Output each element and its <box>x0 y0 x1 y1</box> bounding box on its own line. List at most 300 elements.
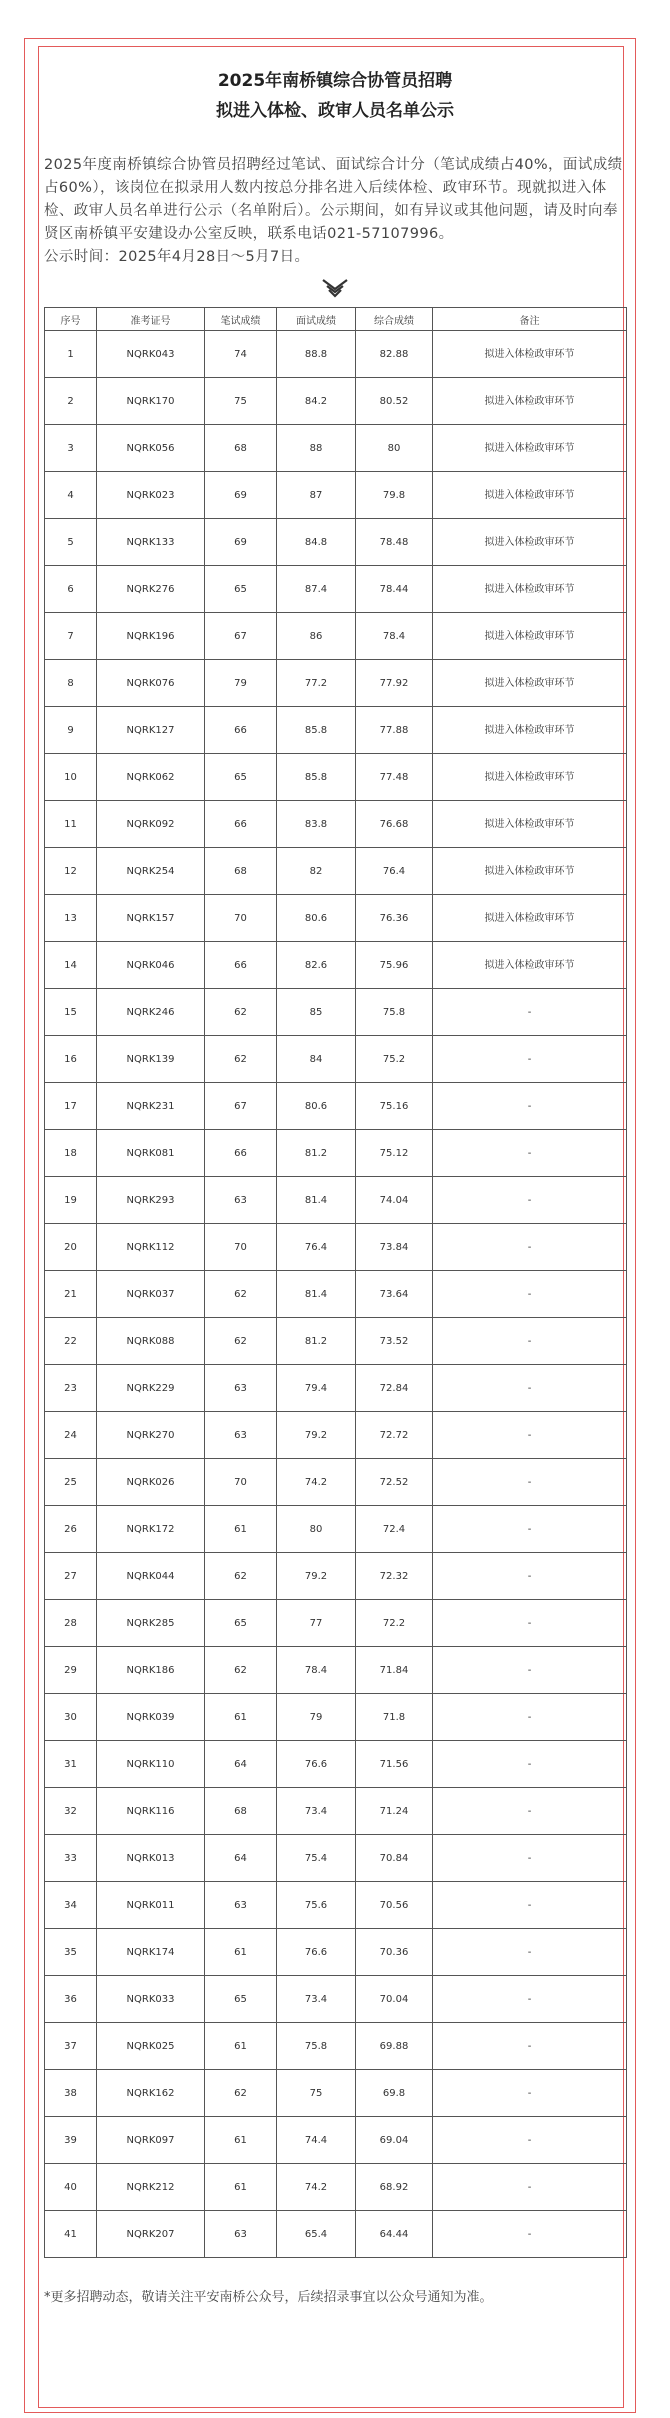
table-row <box>45 2023 627 2070</box>
cell-total-score: 75.16 <box>356 1083 433 1130</box>
cell-remark: - <box>433 1412 627 1459</box>
intro-paragraph: 2025年度南桥镇综合协管员招聘经过笔试、面试综合计分（笔试成绩占40%，面试成绩占60%），该岗位在拟录用人数内按总分排名进入后续体检、政审环节。现就拟进入体检、政审人员名单进行公示（名单附后）。公示期间，如有异议或其他问题，请及时向奉贤区南桥镇平安建设办公室反映，联系电话021-57107996。 <box>44 157 623 242</box>
cell-exam-id: NQRK046 <box>97 942 205 989</box>
cell-remark: - <box>433 1835 627 1882</box>
cell-interview-score: 85.8 <box>277 754 356 801</box>
table-row <box>45 1412 627 1459</box>
cell-remark: 拟进入体检政审环节 <box>433 801 627 848</box>
cell-remark: - <box>433 1459 627 1506</box>
cell-index: 5 <box>45 519 97 566</box>
cell-interview-score: 73.4 <box>277 1976 356 2023</box>
table-row <box>45 989 627 1036</box>
cell-interview-score: 85 <box>277 989 356 1036</box>
cell-total-score: 72.2 <box>356 1600 433 1647</box>
cell-exam-id: NQRK127 <box>97 707 205 754</box>
table-row <box>45 1929 627 1976</box>
cell-total-score: 80.52 <box>356 378 433 425</box>
cell-index: 36 <box>45 1976 97 2023</box>
cell-interview-score: 84.8 <box>277 519 356 566</box>
col-header-remark: 备注 <box>433 308 627 331</box>
cell-total-score: 71.24 <box>356 1788 433 1835</box>
cell-exam-id: NQRK033 <box>97 1976 205 2023</box>
col-header-total-score: 综合成绩 <box>356 308 433 331</box>
cell-total-score: 78.4 <box>356 613 433 660</box>
cell-exam-id: NQRK116 <box>97 1788 205 1835</box>
cell-interview-score: 87.4 <box>277 566 356 613</box>
cell-written-score: 64 <box>205 1835 277 1882</box>
cell-remark: - <box>433 2070 627 2117</box>
cell-interview-score: 82 <box>277 848 356 895</box>
cell-written-score: 65 <box>205 566 277 613</box>
cell-written-score: 68 <box>205 848 277 895</box>
cell-remark: - <box>433 1647 627 1694</box>
col-header-exam-id: 准考证号 <box>97 308 205 331</box>
cell-written-score: 65 <box>205 1976 277 2023</box>
cell-exam-id: NQRK254 <box>97 848 205 895</box>
cell-total-score: 76.4 <box>356 848 433 895</box>
cell-written-score: 62 <box>205 1553 277 1600</box>
cell-remark: - <box>433 1976 627 2023</box>
cell-index: 37 <box>45 2023 97 2070</box>
cell-remark: 拟进入体检政审环节 <box>433 942 627 989</box>
cell-index: 27 <box>45 1553 97 1600</box>
title-line-2: 拟进入体检、政审人员名单公示 <box>216 101 454 121</box>
cell-interview-score: 74.2 <box>277 1459 356 1506</box>
cell-written-score: 61 <box>205 1506 277 1553</box>
cell-written-score: 68 <box>205 1788 277 1835</box>
cell-remark: - <box>433 2211 627 2258</box>
table-row <box>45 1036 627 1083</box>
table-row <box>45 707 627 754</box>
table-row <box>45 1365 627 1412</box>
cell-exam-id: NQRK043 <box>97 331 205 378</box>
cell-index: 16 <box>45 1036 97 1083</box>
chevron-down-double-icon <box>319 277 351 299</box>
cell-remark: - <box>433 1788 627 1835</box>
cell-remark: - <box>433 1130 627 1177</box>
cell-interview-score: 76.6 <box>277 1741 356 1788</box>
table-row <box>45 378 627 425</box>
cell-exam-id: NQRK062 <box>97 754 205 801</box>
cell-interview-score: 81.2 <box>277 1130 356 1177</box>
table-row <box>45 1083 627 1130</box>
cell-exam-id: NQRK092 <box>97 801 205 848</box>
cell-total-score: 70.56 <box>356 1882 433 1929</box>
cell-remark: 拟进入体检政审环节 <box>433 660 627 707</box>
table-row <box>45 331 627 378</box>
cell-index: 10 <box>45 754 97 801</box>
cell-interview-score: 79.4 <box>277 1365 356 1412</box>
table-row <box>45 519 627 566</box>
cell-index: 17 <box>45 1083 97 1130</box>
cell-index: 31 <box>45 1741 97 1788</box>
title-line-1: 2025年南桥镇综合协管员招聘 <box>217 71 453 91</box>
cell-index: 7 <box>45 613 97 660</box>
cell-written-score: 61 <box>205 2117 277 2164</box>
cell-remark: 拟进入体检政审环节 <box>433 613 627 660</box>
cell-index: 23 <box>45 1365 97 1412</box>
cell-exam-id: NQRK174 <box>97 1929 205 1976</box>
cell-remark: 拟进入体检政审环节 <box>433 425 627 472</box>
table-row <box>45 1224 627 1271</box>
cell-exam-id: NQRK044 <box>97 1553 205 1600</box>
cell-index: 13 <box>45 895 97 942</box>
table-row <box>45 1835 627 1882</box>
cell-exam-id: NQRK025 <box>97 2023 205 2070</box>
cell-remark: - <box>433 1929 627 1976</box>
cell-exam-id: NQRK170 <box>97 378 205 425</box>
cell-written-score: 63 <box>205 1365 277 1412</box>
cell-exam-id: NQRK026 <box>97 1459 205 1506</box>
cell-exam-id: NQRK196 <box>97 613 205 660</box>
cell-exam-id: NQRK081 <box>97 1130 205 1177</box>
cell-written-score: 79 <box>205 660 277 707</box>
cell-index: 1 <box>45 331 97 378</box>
cell-exam-id: NQRK270 <box>97 1412 205 1459</box>
cell-remark: - <box>433 1224 627 1271</box>
cell-exam-id: NQRK212 <box>97 2164 205 2211</box>
cell-total-score: 72.4 <box>356 1506 433 1553</box>
cell-total-score: 69.8 <box>356 2070 433 2117</box>
cell-interview-score: 81.4 <box>277 1271 356 1318</box>
cell-interview-score: 76.4 <box>277 1224 356 1271</box>
cell-interview-score: 83.8 <box>277 801 356 848</box>
cell-interview-score: 84 <box>277 1036 356 1083</box>
cell-interview-score: 75.6 <box>277 1882 356 1929</box>
cell-exam-id: NQRK133 <box>97 519 205 566</box>
cell-exam-id: NQRK246 <box>97 989 205 1036</box>
cell-total-score: 80 <box>356 425 433 472</box>
table-row <box>45 895 627 942</box>
cell-total-score: 79.8 <box>356 472 433 519</box>
cell-remark: - <box>433 1036 627 1083</box>
cell-index: 21 <box>45 1271 97 1318</box>
cell-exam-id: NQRK097 <box>97 2117 205 2164</box>
cell-total-score: 76.36 <box>356 895 433 942</box>
table-row <box>45 1882 627 1929</box>
table-header-row <box>45 308 627 331</box>
table-row <box>45 848 627 895</box>
cell-exam-id: NQRK076 <box>97 660 205 707</box>
cell-total-score: 70.84 <box>356 1835 433 1882</box>
cell-total-score: 76.68 <box>356 801 433 848</box>
cell-total-score: 73.84 <box>356 1224 433 1271</box>
cell-written-score: 66 <box>205 942 277 989</box>
cell-index: 4 <box>45 472 97 519</box>
cell-index: 9 <box>45 707 97 754</box>
cell-written-score: 70 <box>205 1459 277 1506</box>
cell-index: 40 <box>45 2164 97 2211</box>
cell-exam-id: NQRK039 <box>97 1694 205 1741</box>
cell-written-score: 70 <box>205 895 277 942</box>
col-header-written-score: 笔试成绩 <box>205 308 277 331</box>
cell-total-score: 78.44 <box>356 566 433 613</box>
cell-remark: - <box>433 1318 627 1365</box>
cell-written-score: 63 <box>205 1882 277 1929</box>
cell-index: 24 <box>45 1412 97 1459</box>
cell-index: 30 <box>45 1694 97 1741</box>
footer-note: *更多招聘动态，敬请关注平安南桥公众号，后续招录事宜以公众号通知为准。 <box>44 2290 493 2305</box>
cell-index: 6 <box>45 566 97 613</box>
cell-written-score: 74 <box>205 331 277 378</box>
cell-total-score: 82.88 <box>356 331 433 378</box>
cell-index: 38 <box>45 2070 97 2117</box>
cell-remark: 拟进入体检政审环节 <box>433 472 627 519</box>
cell-interview-score: 75 <box>277 2070 356 2117</box>
table-row <box>45 425 627 472</box>
table-body <box>45 331 627 2258</box>
table-row <box>45 801 627 848</box>
cell-interview-score: 80.6 <box>277 895 356 942</box>
cell-exam-id: NQRK293 <box>97 1177 205 1224</box>
table-row <box>45 1694 627 1741</box>
cell-interview-score: 84.2 <box>277 378 356 425</box>
cell-written-score: 64 <box>205 1741 277 1788</box>
cell-exam-id: NQRK172 <box>97 1506 205 1553</box>
cell-remark: 拟进入体检政审环节 <box>433 848 627 895</box>
cell-remark: - <box>433 1271 627 1318</box>
table-row <box>45 1976 627 2023</box>
cell-interview-score: 79 <box>277 1694 356 1741</box>
cell-exam-id: NQRK207 <box>97 2211 205 2258</box>
cell-interview-score: 77.2 <box>277 660 356 707</box>
cell-exam-id: NQRK276 <box>97 566 205 613</box>
cell-index: 29 <box>45 1647 97 1694</box>
cell-written-score: 61 <box>205 2023 277 2070</box>
cell-remark: 拟进入体检政审环节 <box>433 519 627 566</box>
cell-written-score: 69 <box>205 519 277 566</box>
cell-total-score: 77.92 <box>356 660 433 707</box>
cell-interview-score: 85.8 <box>277 707 356 754</box>
cell-total-score: 73.64 <box>356 1271 433 1318</box>
cell-remark: - <box>433 1553 627 1600</box>
cell-written-score: 67 <box>205 613 277 660</box>
cell-written-score: 70 <box>205 1224 277 1271</box>
cell-remark: - <box>433 1083 627 1130</box>
cell-written-score: 61 <box>205 1694 277 1741</box>
cell-written-score: 61 <box>205 2164 277 2211</box>
cell-exam-id: NQRK285 <box>97 1600 205 1647</box>
cell-written-score: 66 <box>205 707 277 754</box>
cell-index: 26 <box>45 1506 97 1553</box>
cell-interview-score: 73.4 <box>277 1788 356 1835</box>
cell-exam-id: NQRK157 <box>97 895 205 942</box>
cell-remark: - <box>433 1506 627 1553</box>
cell-written-score: 75 <box>205 378 277 425</box>
cell-interview-score: 74.2 <box>277 2164 356 2211</box>
cell-remark: - <box>433 1600 627 1647</box>
notice-period: 公示时间：2025年4月28日～5月7日。 <box>44 249 310 265</box>
cell-remark: 拟进入体检政审环节 <box>433 566 627 613</box>
cell-written-score: 65 <box>205 754 277 801</box>
cell-written-score: 65 <box>205 1600 277 1647</box>
cell-index: 20 <box>45 1224 97 1271</box>
table-row <box>45 1600 627 1647</box>
cell-index: 22 <box>45 1318 97 1365</box>
cell-interview-score: 80 <box>277 1506 356 1553</box>
cell-written-score: 62 <box>205 1036 277 1083</box>
cell-written-score: 62 <box>205 1271 277 1318</box>
table-row <box>45 2070 627 2117</box>
table-row <box>45 1506 627 1553</box>
cell-total-score: 75.96 <box>356 942 433 989</box>
cell-total-score: 72.32 <box>356 1553 433 1600</box>
cell-interview-score: 76.6 <box>277 1929 356 1976</box>
cell-total-score: 75.12 <box>356 1130 433 1177</box>
cell-total-score: 64.44 <box>356 2211 433 2258</box>
cell-index: 19 <box>45 1177 97 1224</box>
col-header-interview-score: 面试成绩 <box>277 308 356 331</box>
cell-index: 15 <box>45 989 97 1036</box>
cell-written-score: 62 <box>205 989 277 1036</box>
cell-remark: - <box>433 1694 627 1741</box>
cell-written-score: 63 <box>205 2211 277 2258</box>
table-row <box>45 754 627 801</box>
cell-exam-id: NQRK011 <box>97 1882 205 1929</box>
cell-interview-score: 75.8 <box>277 2023 356 2070</box>
cell-written-score: 62 <box>205 2070 277 2117</box>
cell-total-score: 72.84 <box>356 1365 433 1412</box>
cell-index: 11 <box>45 801 97 848</box>
cell-total-score: 71.84 <box>356 1647 433 1694</box>
table-row <box>45 1318 627 1365</box>
cell-written-score: 61 <box>205 1929 277 1976</box>
table-row <box>45 566 627 613</box>
cell-interview-score: 79.2 <box>277 1553 356 1600</box>
cell-interview-score: 79.2 <box>277 1412 356 1459</box>
table-row <box>45 942 627 989</box>
cell-interview-score: 74.4 <box>277 2117 356 2164</box>
table-row <box>45 1459 627 1506</box>
cell-exam-id: NQRK056 <box>97 425 205 472</box>
cell-exam-id: NQRK023 <box>97 472 205 519</box>
cell-exam-id: NQRK013 <box>97 1835 205 1882</box>
cell-remark: - <box>433 2117 627 2164</box>
table-row <box>45 1788 627 1835</box>
cell-total-score: 72.52 <box>356 1459 433 1506</box>
cell-index: 3 <box>45 425 97 472</box>
cell-exam-id: NQRK229 <box>97 1365 205 1412</box>
cell-interview-score: 87 <box>277 472 356 519</box>
cell-interview-score: 77 <box>277 1600 356 1647</box>
cell-total-score: 77.88 <box>356 707 433 754</box>
cell-remark: - <box>433 2023 627 2070</box>
cell-remark: 拟进入体检政审环节 <box>433 895 627 942</box>
cell-index: 18 <box>45 1130 97 1177</box>
cell-remark: 拟进入体检政审环节 <box>433 378 627 425</box>
cell-index: 39 <box>45 2117 97 2164</box>
cell-written-score: 62 <box>205 1318 277 1365</box>
cell-written-score: 62 <box>205 1647 277 1694</box>
cell-total-score: 74.04 <box>356 1177 433 1224</box>
title-block <box>44 66 626 126</box>
table-row <box>45 1271 627 1318</box>
table-row <box>45 1741 627 1788</box>
cell-exam-id: NQRK088 <box>97 1318 205 1365</box>
table-row <box>45 472 627 519</box>
cell-index: 35 <box>45 1929 97 1976</box>
cell-remark: - <box>433 1177 627 1224</box>
cell-total-score: 70.36 <box>356 1929 433 1976</box>
cell-total-score: 68.92 <box>356 2164 433 2211</box>
table-row <box>45 2164 627 2211</box>
cell-remark: 拟进入体检政审环节 <box>433 754 627 801</box>
cell-total-score: 75.2 <box>356 1036 433 1083</box>
cell-exam-id: NQRK112 <box>97 1224 205 1271</box>
cell-written-score: 69 <box>205 472 277 519</box>
cell-total-score: 78.48 <box>356 519 433 566</box>
cell-interview-score: 75.4 <box>277 1835 356 1882</box>
cell-remark: - <box>433 1365 627 1412</box>
table-row <box>45 1130 627 1177</box>
cell-remark: - <box>433 1882 627 1929</box>
cell-written-score: 63 <box>205 1177 277 1224</box>
cell-written-score: 67 <box>205 1083 277 1130</box>
cell-remark: 拟进入体检政审环节 <box>433 331 627 378</box>
table-row <box>45 2211 627 2258</box>
candidate-table <box>44 307 627 2258</box>
cell-interview-score: 88.8 <box>277 331 356 378</box>
cell-interview-score: 81.2 <box>277 1318 356 1365</box>
cell-interview-score: 65.4 <box>277 2211 356 2258</box>
cell-index: 28 <box>45 1600 97 1647</box>
cell-written-score: 66 <box>205 1130 277 1177</box>
cell-index: 33 <box>45 1835 97 1882</box>
cell-index: 12 <box>45 848 97 895</box>
cell-total-score: 75.8 <box>356 989 433 1036</box>
cell-written-score: 63 <box>205 1412 277 1459</box>
table-row <box>45 1177 627 1224</box>
cell-interview-score: 88 <box>277 425 356 472</box>
cell-exam-id: NQRK186 <box>97 1647 205 1694</box>
cell-interview-score: 86 <box>277 613 356 660</box>
cell-index: 25 <box>45 1459 97 1506</box>
cell-total-score: 70.04 <box>356 1976 433 2023</box>
cell-total-score: 71.56 <box>356 1741 433 1788</box>
cell-index: 8 <box>45 660 97 707</box>
cell-interview-score: 82.6 <box>277 942 356 989</box>
cell-total-score: 69.04 <box>356 2117 433 2164</box>
cell-total-score: 77.48 <box>356 754 433 801</box>
cell-index: 34 <box>45 1882 97 1929</box>
announcement-content <box>44 62 626 2305</box>
cell-written-score: 68 <box>205 425 277 472</box>
table-row <box>45 1553 627 1600</box>
table-row <box>45 613 627 660</box>
cell-remark: - <box>433 989 627 1036</box>
cell-total-score: 71.8 <box>356 1694 433 1741</box>
cell-exam-id: NQRK231 <box>97 1083 205 1130</box>
cell-index: 32 <box>45 1788 97 1835</box>
table-row <box>45 1647 627 1694</box>
cell-exam-id: NQRK037 <box>97 1271 205 1318</box>
col-header-index: 序号 <box>45 308 97 331</box>
cell-written-score: 66 <box>205 801 277 848</box>
cell-index: 2 <box>45 378 97 425</box>
table-row <box>45 2117 627 2164</box>
cell-interview-score: 81.4 <box>277 1177 356 1224</box>
cell-interview-score: 80.6 <box>277 1083 356 1130</box>
table-row <box>45 660 627 707</box>
cell-total-score: 69.88 <box>356 2023 433 2070</box>
cell-remark: - <box>433 2164 627 2211</box>
cell-total-score: 72.72 <box>356 1412 433 1459</box>
cell-exam-id: NQRK162 <box>97 2070 205 2117</box>
cell-remark: - <box>433 1741 627 1788</box>
cell-remark: 拟进入体检政审环节 <box>433 707 627 754</box>
cell-total-score: 73.52 <box>356 1318 433 1365</box>
cell-exam-id: NQRK139 <box>97 1036 205 1083</box>
